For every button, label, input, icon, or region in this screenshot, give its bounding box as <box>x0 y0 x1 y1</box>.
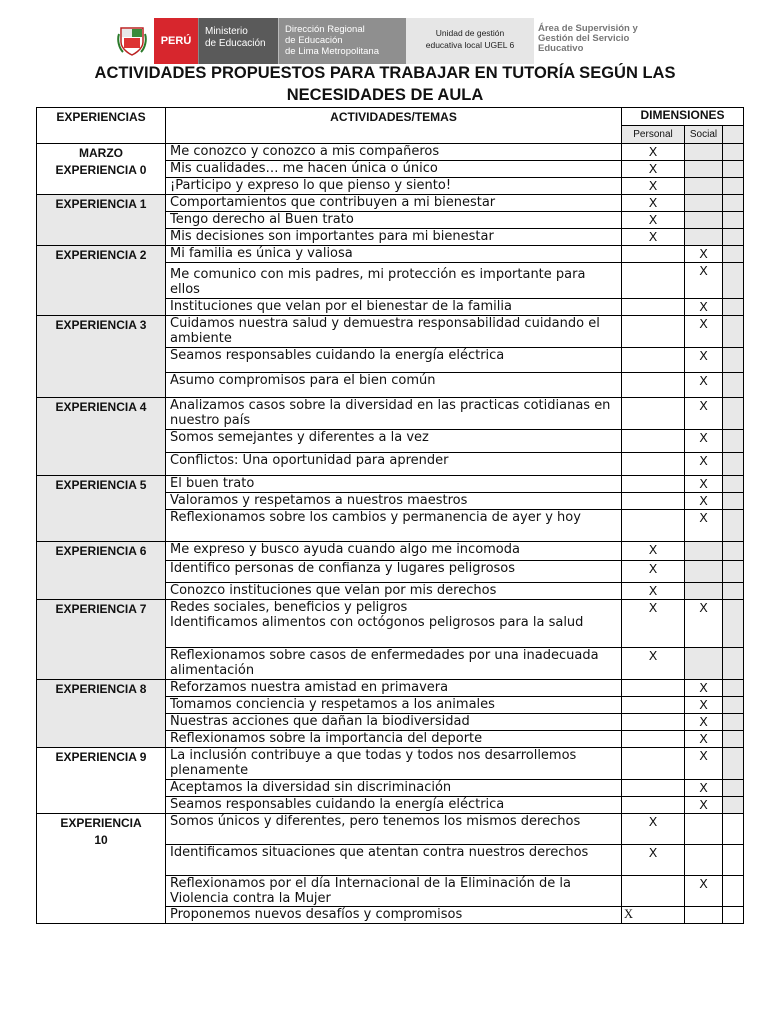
social-mark <box>685 144 723 161</box>
table-row <box>37 600 744 648</box>
social-mark: X <box>685 299 723 316</box>
personal-mark: X <box>622 229 685 246</box>
personal-mark <box>622 780 685 797</box>
experience-cell: EXPERIENCIA 5 <box>37 476 166 542</box>
personal-mark <box>622 453 685 476</box>
activity-cell: Cuidamos nuestra salud y demuestra responsabilidad cuidando el ambiente <box>166 316 622 348</box>
personal-mark <box>622 731 685 748</box>
activity-cell: Valoramos y respetamos a nuestros maestros <box>166 493 622 510</box>
personal-mark: X <box>622 161 685 178</box>
activity-cell: Reflexionamos sobre los cambios y permanencia de ayer y hoy <box>166 510 622 542</box>
social-mark: X <box>685 697 723 714</box>
header-personal: Personal <box>622 126 685 144</box>
social-mark: X <box>685 680 723 697</box>
activity-cell: Somos semejantes y diferentes a la vez <box>166 430 622 453</box>
experience-cell: EXPERIENCIA 3 <box>37 316 166 398</box>
activity-cell: Mi familia es única y valiosa <box>166 246 622 263</box>
experience-cell: EXPERIENCIA 6 <box>37 542 166 600</box>
activity-cell: Seamos responsables cuidando la energía eléctrica <box>166 348 622 373</box>
activity-cell: Seamos responsables cuidando la energía eléctrica <box>166 797 622 814</box>
table-row <box>37 542 744 561</box>
personal-mark <box>622 748 685 780</box>
experience-cell: EXPERIENCIA 10 <box>37 814 166 924</box>
personal-mark <box>622 398 685 430</box>
personal-mark <box>622 797 685 814</box>
header-dimensiones: DIMENSIONES <box>622 108 744 126</box>
activity-cell: Somos únicos y diferentes, pero tenemos los mismos derechos <box>166 814 622 845</box>
activity-cell: Reflexionamos por el día Internacional de la Eliminación de la Violencia contra la Mujer <box>166 876 622 907</box>
social-mark <box>685 648 723 680</box>
experience-cell: EXPERIENCIA 1 <box>37 195 166 246</box>
header-extra <box>723 126 744 144</box>
activity-cell: El buen trato <box>166 476 622 493</box>
personal-mark: X <box>622 195 685 212</box>
activity-cell: Conflictos: Una oportunidad para aprender <box>166 453 622 476</box>
table-row <box>37 316 744 348</box>
page-title: ACTIVIDADES PROPUESTOS PARA TRABAJAR EN TUTORÍA SEGÚN LAS NECESIDADES DE AULA <box>94 64 676 104</box>
header-banner <box>110 18 662 64</box>
social-mark <box>685 542 723 561</box>
activity-cell: Me conozco y conozco a mis compañeros <box>166 144 622 161</box>
social-mark: X <box>685 714 723 731</box>
personal-mark <box>622 697 685 714</box>
header-actividades: ACTIVIDADES/TEMAS <box>166 108 622 144</box>
experience-cell: MARZO EXPERIENCIA 0 <box>37 144 166 195</box>
table-row <box>37 195 744 212</box>
activity-cell: Nuestras acciones que dañan la biodiversidad <box>166 714 622 731</box>
activity-cell: Aceptamos la diversidad sin discriminación <box>166 780 622 797</box>
social-mark <box>685 583 723 600</box>
social-mark: X <box>685 493 723 510</box>
social-mark: X <box>685 600 723 648</box>
social-mark <box>685 907 723 924</box>
personal-mark <box>622 263 685 299</box>
personal-mark <box>622 493 685 510</box>
social-mark: X <box>685 453 723 476</box>
personal-mark: X <box>622 814 685 845</box>
activity-cell: Comportamientos que contribuyen a mi bienestar <box>166 195 622 212</box>
table-row <box>37 814 744 845</box>
social-mark <box>685 845 723 876</box>
social-mark: X <box>685 510 723 542</box>
personal-mark: X <box>622 212 685 229</box>
ministry-logo: Ministerio de Educación <box>198 18 278 64</box>
social-mark <box>685 195 723 212</box>
personal-mark: X <box>622 845 685 876</box>
social-mark: X <box>685 246 723 263</box>
social-mark: X <box>685 398 723 430</box>
activity-cell: Tengo derecho al Buen trato <box>166 212 622 229</box>
social-mark: X <box>685 876 723 907</box>
activity-cell: La inclusión contribuye a que todas y todos nos desarrollemos plenamente <box>166 748 622 780</box>
activity-cell: Identifico personas de confianza y lugares peligrosos <box>166 561 622 583</box>
table-row <box>37 144 744 161</box>
social-mark <box>685 229 723 246</box>
experience-cell: EXPERIENCIA 9 <box>37 748 166 814</box>
table-row <box>37 398 744 430</box>
personal-mark <box>622 510 685 542</box>
activity-cell: Reflexionamos sobre casos de enfermedades por una inadecuada alimentación <box>166 648 622 680</box>
personal-mark <box>622 246 685 263</box>
social-mark <box>685 161 723 178</box>
personal-mark <box>622 476 685 493</box>
personal-mark <box>622 876 685 907</box>
activity-cell: Conozco instituciones que velan por mis derechos <box>166 583 622 600</box>
activity-cell: Me comunico con mis padres, mi protección es importante para ellos <box>166 263 622 299</box>
activity-cell: ¡Participo y expreso lo que pienso y siento! <box>166 178 622 195</box>
activity-cell: Reforzamos nuestra amistad en primavera <box>166 680 622 697</box>
activity-cell: Asumo compromisos para el bien común <box>166 373 622 398</box>
personal-mark: X <box>622 648 685 680</box>
personal-mark: X <box>622 144 685 161</box>
activity-cell: Redes sociales, beneficios y peligros Identificamos alimentos con octógonos peligrosos para la salud <box>166 600 622 648</box>
personal-mark: X <box>622 600 685 648</box>
personal-mark: X <box>622 542 685 561</box>
personal-mark: X <box>622 178 685 195</box>
dre-logo: Dirección Regional de Educación de Lima Metropolitana <box>278 18 406 64</box>
social-mark: X <box>685 748 723 780</box>
personal-mark <box>622 348 685 373</box>
social-mark <box>685 814 723 845</box>
social-mark: X <box>685 263 723 299</box>
social-mark: X <box>685 731 723 748</box>
experience-cell: EXPERIENCIA 7 <box>37 600 166 680</box>
activity-cell: Instituciones que velan por el bienestar de la familia <box>166 299 622 316</box>
personal-mark <box>622 373 685 398</box>
activity-cell: Reflexionamos sobre la importancia del deporte <box>166 731 622 748</box>
social-mark: X <box>685 780 723 797</box>
social-mark <box>685 212 723 229</box>
table-row <box>37 476 744 493</box>
header-experiencias: EXPERIENCIAS <box>37 108 166 144</box>
personal-mark: X <box>622 561 685 583</box>
area-logo: Área de Supervisión y Gestión del Servicio Educativo <box>534 18 662 64</box>
personal-mark <box>622 430 685 453</box>
activity-cell: Mis decisiones son importantes para mi bienestar <box>166 229 622 246</box>
table-header-row <box>37 108 744 126</box>
personal-mark: X <box>622 583 685 600</box>
header-social: Social <box>685 126 723 144</box>
coat-of-arms-icon <box>110 18 154 64</box>
personal-mark <box>622 680 685 697</box>
ugel-logo: Unidad de gestión educativa local UGEL 6 <box>406 18 534 64</box>
activity-cell: Me expreso y busco ayuda cuando algo me incomoda <box>166 542 622 561</box>
table-row <box>37 246 744 263</box>
social-mark <box>685 178 723 195</box>
personal-mark <box>622 714 685 731</box>
activity-cell: Mis cualidades… me hacen única o único <box>166 161 622 178</box>
social-mark <box>685 561 723 583</box>
experience-cell: EXPERIENCIA 2 <box>37 246 166 316</box>
social-mark: X <box>685 316 723 348</box>
personal-mark <box>622 316 685 348</box>
social-mark: X <box>685 476 723 493</box>
social-mark: X <box>685 430 723 453</box>
experience-cell: EXPERIENCIA 4 <box>37 398 166 476</box>
activity-cell: Tomamos conciencia y respetamos a los animales <box>166 697 622 714</box>
activity-cell: Analizamos casos sobre la diversidad en las practicas cotidianas en nuestro país <box>166 398 622 430</box>
personal-mark: X <box>622 907 685 924</box>
activity-cell: Proponemos nuevos desafíos y compromisos <box>166 907 622 924</box>
table-row <box>37 680 744 697</box>
social-mark: X <box>685 373 723 398</box>
activities-table <box>36 107 744 924</box>
social-mark: X <box>685 348 723 373</box>
activity-cell: Identificamos situaciones que atentan contra nuestros derechos <box>166 845 622 876</box>
social-mark: X <box>685 797 723 814</box>
personal-mark <box>622 299 685 316</box>
table-row <box>37 748 744 780</box>
experience-cell: EXPERIENCIA 8 <box>37 680 166 748</box>
peru-logo: PERÚ <box>154 18 198 64</box>
